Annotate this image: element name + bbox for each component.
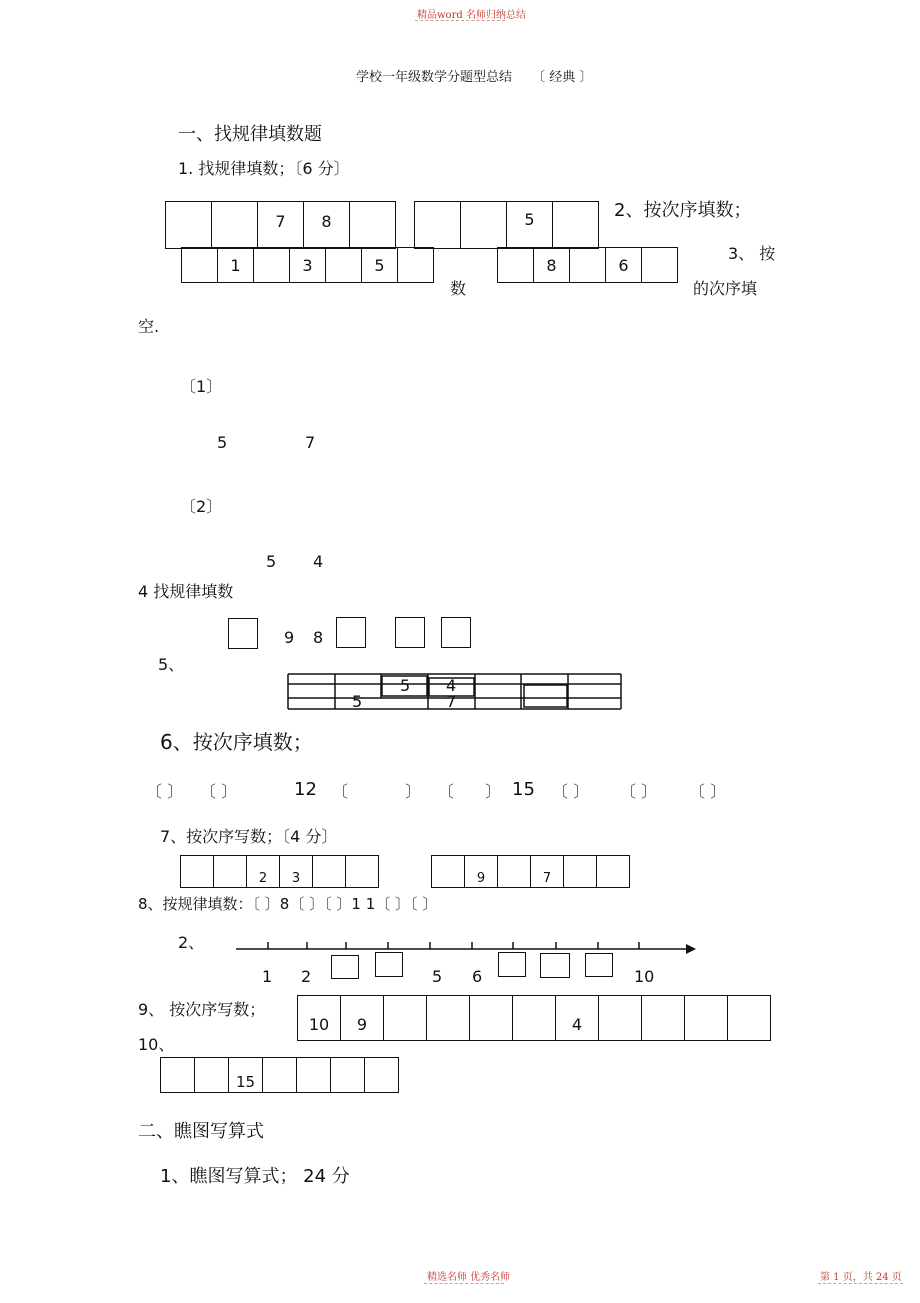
answer-paren[interactable]: 〔 〕 (552, 782, 590, 801)
answer-paren[interactable]: 〔 〕 (689, 782, 727, 801)
question-2b-label: 2、 (178, 933, 205, 952)
answer-box[interactable] (585, 953, 613, 977)
grid-cell[interactable]: 5 (361, 247, 398, 283)
part-1-label: 〔1〕 (180, 377, 223, 396)
title-tag: 〔 经典 〕 (532, 70, 593, 85)
grid-cell[interactable]: 9 (464, 855, 498, 888)
top-note: 精品word 名师归纳总结 (417, 10, 526, 21)
question-8-label: 8、按规律填数：〔 〕8〔 〕〔 〕1 1〔 〕〔 〕 (138, 895, 438, 913)
grid-cell[interactable]: 7 (257, 201, 304, 249)
grid-cell[interactable] (426, 995, 470, 1041)
tick-label: 6 (472, 967, 483, 986)
answer-paren[interactable]: 〔 (332, 782, 349, 801)
answer-box[interactable] (331, 955, 359, 979)
part-2-label: 〔2〕 (180, 497, 223, 516)
question-4-number: 9 (284, 628, 295, 647)
grid-cell[interactable] (684, 995, 728, 1041)
question-6-label: 6、按次序填数； (160, 730, 313, 754)
answer-paren[interactable]: 〔 〕 (200, 782, 238, 801)
grid-cell[interactable] (598, 995, 642, 1041)
grid-cell[interactable] (727, 995, 771, 1041)
grid-7 (297, 995, 771, 1041)
part-2-number: 5 (266, 552, 277, 571)
answer-box[interactable] (540, 953, 570, 978)
tick-label: 5 (432, 967, 443, 986)
section-2-heading: 二、瞧图写算式 (138, 1121, 264, 1142)
grid-cell[interactable] (330, 1057, 365, 1093)
grid-cell[interactable] (194, 1057, 229, 1093)
question-6-number: 12 (294, 779, 317, 800)
question-1-label: 1. 找规律填数；〔6 分〕 (178, 159, 350, 178)
answer-paren[interactable]: 〕 (485, 782, 502, 801)
question-5-top-number: 5 (400, 676, 411, 695)
footer-left-divider (424, 1283, 504, 1284)
grid-cell[interactable]: 8 (533, 247, 570, 283)
question-7-label: 7、按次序写数；〔4 分〕 (160, 827, 338, 846)
grid-cell[interactable] (641, 995, 685, 1041)
grid-cell[interactable] (296, 1057, 331, 1093)
grid-cell[interactable]: 5 (506, 201, 553, 249)
question-5-bottom-number: 5 (352, 692, 363, 711)
grid-cell[interactable]: 8 (303, 201, 350, 249)
grid-cell[interactable] (512, 995, 556, 1041)
grid-cell[interactable] (383, 995, 427, 1041)
grid-cell[interactable]: 1 (217, 247, 254, 283)
grid-cell[interactable] (469, 995, 513, 1041)
tick-label: 1 (262, 967, 273, 986)
question-6-number: 15 (512, 779, 535, 800)
question-9-label: 9、 按次序写数； (138, 1000, 266, 1019)
grid-cell[interactable]: 3 (289, 247, 326, 283)
tick-label: 2 (301, 967, 312, 986)
grid-cell[interactable]: 10 (297, 995, 341, 1041)
answer-paren[interactable]: 〔 (438, 782, 455, 801)
page-number: 第 1 页，共 24 页 (820, 1272, 902, 1283)
footer-right-divider (818, 1283, 903, 1284)
footer-left: 精选名师 优秀名师 (427, 1272, 511, 1283)
question-3-label-b: 数 (450, 279, 467, 298)
grid-cell[interactable] (262, 1057, 297, 1093)
question-5-top-number: 4 (446, 676, 457, 695)
grid-8 (160, 1057, 399, 1093)
question-4-label: 4 找规律填数 (138, 582, 234, 601)
question-4-number: 8 (313, 628, 324, 647)
grid-cell[interactable] (160, 1057, 195, 1093)
question-3-label-a: 3、 按 (728, 244, 776, 263)
part-2-number: 4 (313, 552, 324, 571)
part-1-number: 5 (217, 433, 228, 452)
grid-cell[interactable]: 15 (228, 1057, 263, 1093)
grid-cell[interactable]: 3 (279, 855, 313, 888)
question-10-label: 10、 (138, 1035, 175, 1054)
title-text: 学校一年级数学分题型总结 (356, 70, 513, 85)
question-3-label-d: 空. (138, 317, 160, 336)
grid-cell[interactable]: 2 (246, 855, 280, 888)
answer-box[interactable] (498, 952, 526, 977)
question-2-label: 2、按次序填数； (614, 200, 752, 221)
grid-cell[interactable]: 6 (605, 247, 642, 283)
answer-box[interactable] (375, 952, 403, 977)
answer-paren[interactable]: 〕 (405, 782, 422, 801)
section-1-heading: 一、找规律填数题 (178, 124, 322, 145)
grid-cell[interactable]: 9 (340, 995, 384, 1041)
question-5-label: 5、 (158, 655, 185, 674)
grid-cell[interactable] (364, 1057, 399, 1093)
question-5-bottom-number: 7 (446, 692, 457, 711)
grid-cell[interactable]: 7 (530, 855, 564, 888)
part-1-number: 7 (305, 433, 316, 452)
question-3-label-c: 的次序填 (693, 279, 758, 298)
grid-cell[interactable]: 4 (555, 995, 599, 1041)
section-2-question-1: 1、瞧图写算式； 24 分 (160, 1166, 350, 1187)
answer-paren[interactable]: 〔 〕 (620, 782, 658, 801)
answer-paren[interactable]: 〔 〕 (146, 782, 184, 801)
tick-label: 10 (634, 967, 655, 986)
